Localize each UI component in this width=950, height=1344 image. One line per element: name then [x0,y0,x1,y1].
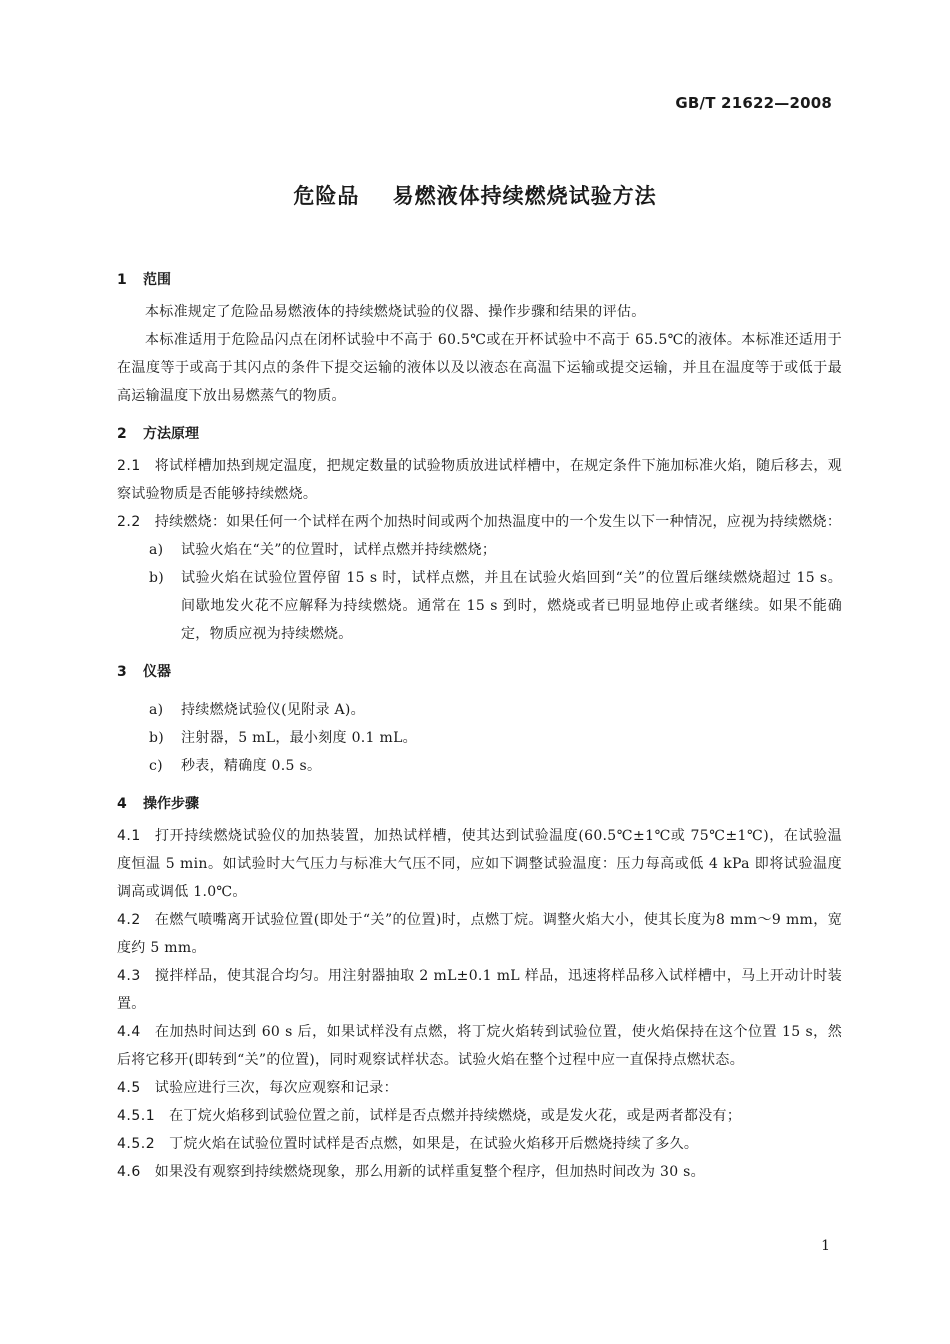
document-title: 危险品 易燃液体持续燃烧试验方法 [293,184,657,208]
clause-text: 将试样槽加热到规定温度，把规定数量的试验物质放进试样槽中，在规定条件下施加标准火焰，随后移去，观察试验物质是否能够持续燃烧。 [117,458,842,502]
list-item-3-c [117,752,842,780]
clause-4-6 [117,1158,842,1186]
clause-number: 2.2 [117,514,141,530]
list-text: 注射器，5 mL，最小刻度 0.1 mL。 [181,730,417,746]
clause-number: 4.1 [117,828,141,844]
section-title: 范围 [143,272,171,288]
section-heading-principle [117,424,842,444]
section-title: 操作步骤 [143,796,199,812]
clause-2-2 [117,508,842,536]
clause-number: 4.3 [117,968,141,984]
section-number: 2 [117,426,127,442]
section-title: 方法原理 [143,426,199,442]
scope-paragraph-2: 本标准适用于危险品闪点在闭杯试验中不高于 60.5℃或在开杯试验中不高于 65.5℃的液体。本标准还适用于在温度等于或高于其闪点的条件下提交运输的液体以及以液态在高温下运输或提交运输，并且在温度等于或低于最高运输温度下放出易燃蒸气的物质。 [117,332,842,404]
section-heading-procedure [117,794,842,814]
clause-4-4 [117,1018,842,1074]
section-number: 1 [117,272,127,288]
list-item-3-a [117,696,842,724]
clause-4-5 [117,1074,842,1102]
list-item-2-a [117,536,842,564]
clause-text: 在燃气喷嘴离开试验位置(即处于“关”的位置)时，点燃丁烷。调整火焰大小，使其长度为8 mm～9 mm，宽度约 5 mm。 [117,912,842,956]
section-number: 3 [117,664,127,680]
section-heading-scope [117,270,842,290]
section-title: 仪器 [143,664,171,680]
list-marker: a) [149,702,164,718]
section-heading-apparatus [117,662,842,682]
clause-text: 丁烷火焰在试验位置时试样是否点燃，如果是，在试验火焰移开后燃烧持续了多久。 [169,1136,699,1152]
clause-4-5-1 [117,1102,842,1130]
section-number: 4 [117,796,127,812]
clause-number: 4.5 [117,1080,141,1096]
list-text: 秒表，精确度 0.5 s。 [181,758,322,774]
clause-text: 试验应进行三次，每次应观察和记录： [154,1080,398,1096]
list-marker: c) [149,758,163,774]
clause-text: 如果没有观察到持续燃烧现象，那么用新的试样重复整个程序，但加热时间改为 30 s。 [154,1164,705,1180]
clause-4-3 [117,962,842,1018]
list-text: 持续燃烧试验仪(见附录 A)。 [181,702,365,718]
clause-text: 持续燃烧：如果任何一个试样在两个加热时间或两个加热温度中的一个发生以下一种情况，应视为持续燃烧： [154,514,842,530]
clause-number: 4.5.2 [117,1136,156,1152]
clause-4-2 [117,906,842,962]
document-body [117,270,842,1186]
list-text: 试验火焰在试验位置停留 15 s 时，试样点燃，并且在试验火焰回到“关”的位置后继续燃烧超过 15 s。间歇地发火花不应解释为持续燃烧。通常在 15 s 到时，燃烧或者已明显地停止或者继续。如果不能确定，物质应视为持续燃烧。 [181,570,842,642]
list-item-2-b [117,564,842,648]
page-number: 1 [821,1238,830,1254]
clause-text: 打开持续燃烧试验仪的加热装置，加热试样槽，使其达到试验温度(60.5℃±1℃或 75℃±1℃)，在试验温度恒温 5 min。如试验时大气压力与标准大气压不同，应如下调整试验温度：压力每高或低 4 kPa 即将试验温度调高或调低 1.0℃。 [117,828,842,900]
clause-text: 搅拌样品，使其混合均匀。用注射器抽取 2 mL±0.1 mL 样品，迅速将样品移入试样槽中，马上开动计时装置。 [117,968,842,1012]
clause-text: 在加热时间达到 60 s 后，如果试样没有点燃，将丁烷火焰转到试验位置，使火焰保持在这个位置 15 s，然后将它移开(即转到“关”的位置)，同时观察试样状态。试验火焰在整个过程中应一直保持点燃状态。 [117,1024,842,1068]
clause-number: 4.6 [117,1164,141,1180]
list-marker: a) [149,542,164,558]
clause-4-5-2 [117,1130,842,1158]
scope-paragraph-1: 本标准规定了危险品易燃液体的持续燃烧试验的仪器、操作步骤和结果的评估。 [145,304,646,320]
clause-text: 在丁烷火焰移到试验位置之前，试样是否点燃并持续燃烧，或是发火花，或是两者都没有； [169,1108,742,1124]
clause-4-1 [117,822,842,906]
clause-number: 4.5.1 [117,1108,156,1124]
clause-2-1 [117,452,842,508]
clause-number: 2.1 [117,458,141,474]
list-marker: b) [149,730,165,746]
clause-number: 4.4 [117,1024,141,1040]
clause-number: 4.2 [117,912,141,928]
list-text: 试验火焰在“关”的位置时，试样点燃并持续燃烧； [181,542,497,558]
list-item-3-b [117,724,842,752]
list-marker: b) [149,570,165,586]
standard-code: GB/T 21622—2008 [675,94,832,112]
